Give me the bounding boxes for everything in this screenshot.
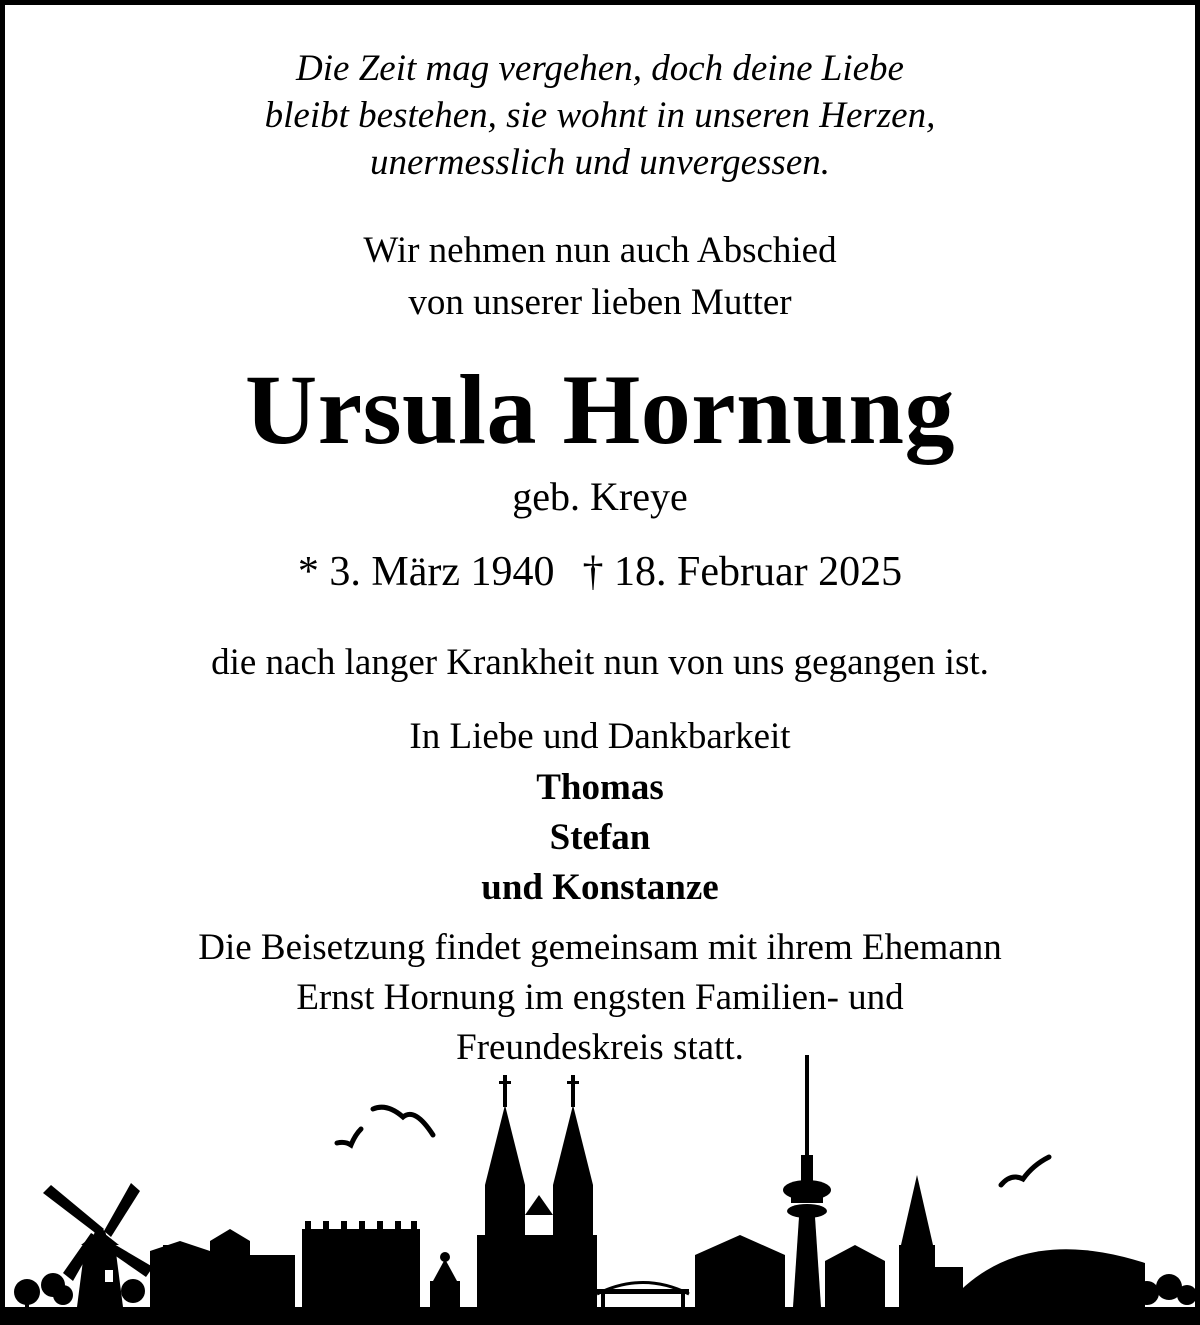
burial-line: Freundeskreis statt. bbox=[456, 1027, 744, 1068]
tree-icon bbox=[1135, 1281, 1159, 1305]
poem-line: bleibt bestehen, sie wohnt in unseren Herzen, bbox=[264, 95, 936, 136]
mourner-name: Thomas bbox=[536, 767, 664, 808]
poem-line: unermesslich und unvergessen. bbox=[369, 142, 830, 183]
ground-strip bbox=[5, 1307, 1195, 1325]
burial-line: Ernst Hornung im engsten Familien- und bbox=[296, 977, 904, 1018]
passing-note: die nach langer Krankheit nun von uns gegangen ist. bbox=[211, 642, 989, 683]
burial-line: Die Beisetzung findet gemeinsam mit ihrem Ehemann bbox=[198, 927, 1002, 968]
arena-dome-icon bbox=[945, 1249, 1145, 1307]
death-date: † 18. Februar 2025 bbox=[582, 549, 903, 595]
seagull-icon bbox=[373, 1107, 433, 1135]
deceased-name: Ursula Hornung bbox=[245, 354, 955, 465]
bridge-icon bbox=[597, 1283, 689, 1308]
mourner-name: Stefan bbox=[549, 817, 651, 858]
intro-line: von unserer lieben Mutter bbox=[408, 282, 792, 323]
signature-intro: In Liebe und Dankbarkeit bbox=[409, 716, 791, 757]
townhouse-row-icon bbox=[150, 1229, 295, 1307]
city-skyline-illustration bbox=[5, 1045, 1195, 1325]
poem-line: Die Zeit mag vergehen, doch deine Liebe bbox=[296, 48, 904, 89]
house-cluster-icon bbox=[695, 1235, 785, 1307]
church-icon bbox=[899, 1175, 963, 1307]
birth-date: * 3. März 1940 bbox=[297, 549, 555, 595]
tv-tower-icon bbox=[783, 1055, 831, 1307]
town-hall-icon bbox=[302, 1221, 420, 1307]
life-dates bbox=[5, 542, 1195, 602]
statue-icon bbox=[430, 1252, 460, 1307]
intro-line: Wir nehmen nun auch Abschied bbox=[363, 230, 837, 271]
cathedral-icon bbox=[477, 1075, 597, 1307]
maiden-name: geb. Kreye bbox=[512, 474, 688, 519]
signature-block bbox=[5, 711, 1195, 913]
memorial-poem bbox=[5, 45, 1195, 186]
seagull-icon bbox=[1001, 1157, 1049, 1185]
mourner-name: und Konstanze bbox=[481, 867, 719, 908]
tree-icon bbox=[121, 1279, 145, 1303]
seagull-icon bbox=[337, 1129, 361, 1145]
farewell-intro bbox=[5, 225, 1195, 329]
